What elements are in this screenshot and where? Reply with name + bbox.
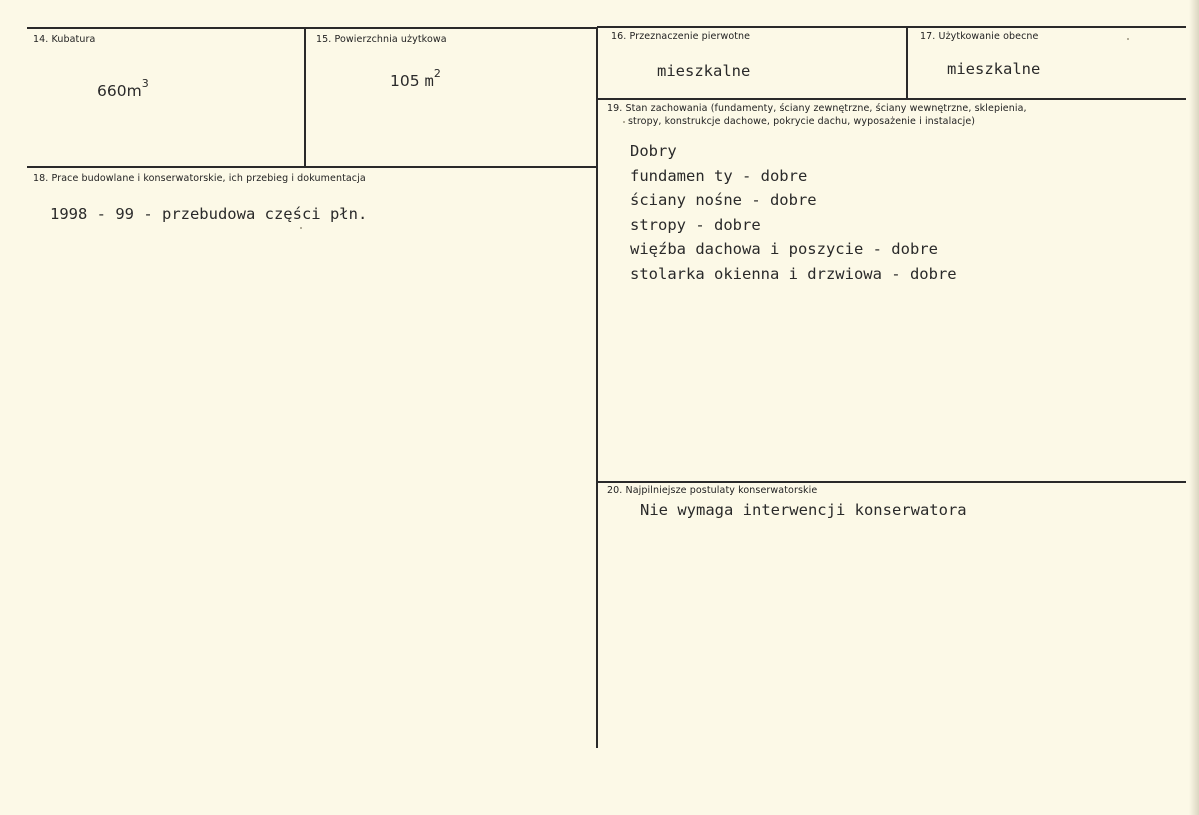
field-14-number: 660m <box>97 82 142 100</box>
field-15-exponent: 2 <box>433 67 441 80</box>
field-15-number: 105 <box>390 72 420 90</box>
rule-under-16-17 <box>597 98 1186 100</box>
condition-line: stropy - dobre <box>630 215 761 234</box>
field-16-label: 16. Przeznaczenie pierwotne <box>611 31 751 42</box>
condition-line: więźba dachowa i poszycie - dobre <box>630 240 938 258</box>
field-15-label: 15. Powierzchnia użytkowa <box>316 34 447 45</box>
divider-14-15 <box>304 28 306 167</box>
field-14-value <box>97 74 149 101</box>
field-17-label: 17. Użytkowanie obecne <box>920 31 1039 42</box>
field-19-label-line2: stropy, konstrukcje dachowe, pokrycie dachu, wyposażenie i instalacje) <box>628 116 976 127</box>
field-18-label: 18. Prace budowlane i konserwatorskie, ich przebieg i dokumentacja <box>33 173 366 184</box>
rule-under-14-15 <box>27 166 597 168</box>
center-divider <box>596 27 598 748</box>
field-15-value <box>390 64 441 91</box>
field-17-value: mieszkalne <box>947 60 1041 78</box>
field-20-value: Nie wymaga interwencji konserwatora <box>640 501 967 519</box>
condition-line: stolarka okienna i drzwiowa - dobre <box>630 264 957 283</box>
condition-line: Dobry <box>630 142 677 160</box>
field-16-value: mieszkalne <box>657 62 751 80</box>
field-14-label: 14. Kubatura <box>33 34 96 45</box>
top-rule-right <box>597 26 1186 28</box>
field-14-exponent: 3 <box>141 77 149 90</box>
paper-speck <box>1127 38 1129 40</box>
paper-speck <box>300 227 302 229</box>
field-18-value: 1998 - 99 - przebudowa części płn. <box>50 205 368 223</box>
top-rule-left <box>27 27 597 29</box>
card-edge-shadow <box>1189 0 1199 815</box>
divider-16-17 <box>906 27 908 99</box>
field-19-label-line1: 19. Stan zachowania (fundamenty, ściany zewnętrzne, ściany wewnętrzne, sklepienia, <box>607 103 1027 114</box>
paper-speck <box>623 121 625 123</box>
condition-line: ściany nośne - dobre <box>630 191 817 209</box>
condition-line: fundamen ty - dobre <box>630 166 808 185</box>
rule-above-20 <box>597 481 1186 483</box>
field-19-value <box>630 139 957 286</box>
field-15-unit: m <box>424 72 434 90</box>
field-20-label: 20. Najpilniejsze postulaty konserwatorskie <box>607 485 818 496</box>
